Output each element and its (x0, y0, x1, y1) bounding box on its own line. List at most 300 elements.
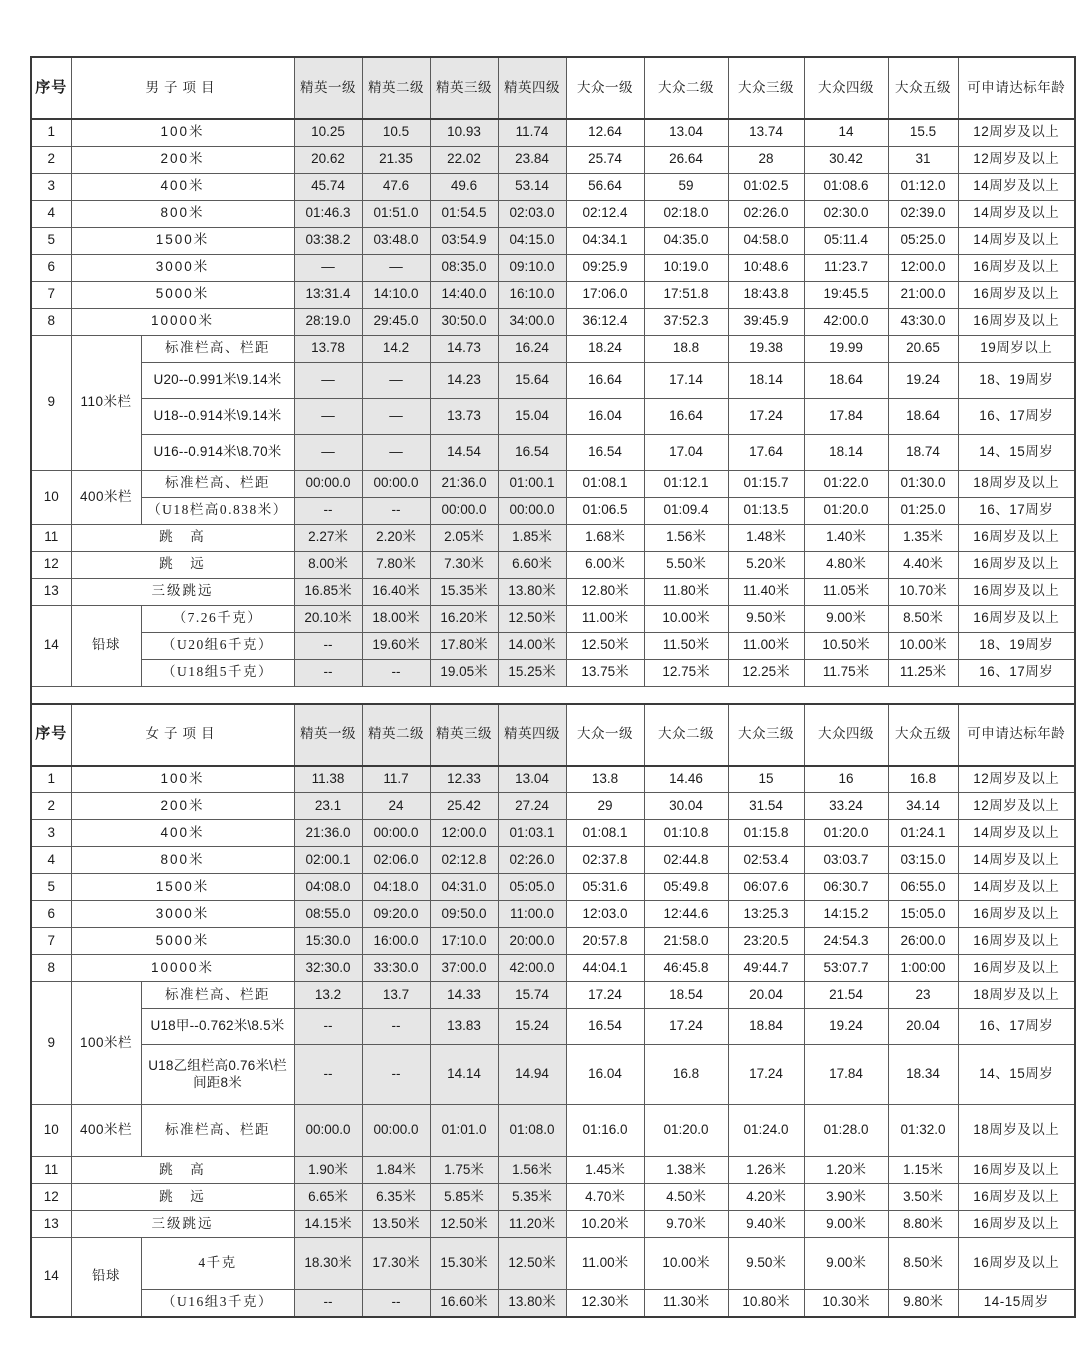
value-cell: 26.64 (644, 146, 728, 173)
age-cell: 14-15周岁 (958, 1290, 1075, 1317)
value-cell: 12:03.0 (566, 901, 644, 928)
value-cell: 15:05.0 (888, 901, 958, 928)
value-cell: 13:25.3 (728, 901, 804, 928)
value-cell: 17.84 (804, 1045, 888, 1105)
value-cell: 01:02.5 (728, 173, 804, 200)
row-number: 11 (31, 1157, 71, 1184)
value-cell: 14.14 (430, 1045, 498, 1105)
value-cell: 19.24 (888, 362, 958, 398)
value-cell: 9.00米 (804, 605, 888, 632)
age-header: 可申请达标年龄 (958, 57, 1075, 119)
value-cell: 3.90米 (804, 1184, 888, 1211)
age-cell: 16周岁及以上 (958, 1238, 1075, 1290)
value-cell: 17:10.0 (430, 928, 498, 955)
value-cell: 17:06.0 (566, 281, 644, 308)
value-cell: 15.25米 (498, 659, 566, 686)
value-cell: 02:53.4 (728, 847, 804, 874)
value-cell: 22.02 (430, 146, 498, 173)
value-cell: 1.26米 (728, 1157, 804, 1184)
row-number: 1 (31, 119, 71, 146)
value-cell: 21:36.0 (430, 470, 498, 497)
value-cell: 01:15.8 (728, 820, 804, 847)
value-cell: 01:08.0 (498, 1105, 566, 1157)
event-group-name: 110米栏 (71, 335, 141, 470)
value-cell: 10.5 (362, 119, 430, 146)
row-number: 12 (31, 551, 71, 578)
level-header: 精英四级 (498, 57, 566, 119)
value-cell: 10.00米 (644, 1238, 728, 1290)
value-cell: 17.14 (644, 362, 728, 398)
event-name: 200米 (71, 793, 294, 820)
value-cell: 01:01.0 (430, 1105, 498, 1157)
value-cell: 09:20.0 (362, 901, 430, 928)
value-cell: 14:15.2 (804, 901, 888, 928)
value-cell: 21:58.0 (644, 928, 728, 955)
table-row (31, 434, 1075, 470)
value-cell: 17.24 (728, 398, 804, 434)
table-row (31, 982, 1075, 1009)
value-cell: 1.48米 (728, 524, 804, 551)
value-cell: 12.30米 (566, 1290, 644, 1317)
level-header: 精英一级 (294, 57, 362, 119)
value-cell: 01:24.0 (728, 1105, 804, 1157)
value-cell: 1.85米 (498, 524, 566, 551)
value-cell: 10.20米 (566, 1211, 644, 1238)
value-cell: 8.50米 (888, 1238, 958, 1290)
event-variant-label: U18--0.914米\9.14米 (141, 398, 294, 434)
value-cell: 01:13.5 (728, 497, 804, 524)
row-number: 1 (31, 766, 71, 793)
value-cell: 11.30米 (644, 1290, 728, 1317)
value-cell: 11.20米 (498, 1211, 566, 1238)
value-cell: 23 (888, 982, 958, 1009)
value-cell: 19.60米 (362, 632, 430, 659)
value-cell: 02:06.0 (362, 847, 430, 874)
table-row (31, 766, 1075, 793)
table-row (31, 632, 1075, 659)
value-cell: 19:45.5 (804, 281, 888, 308)
level-header: 大众五级 (888, 57, 958, 119)
value-cell: 01:12.0 (888, 173, 958, 200)
value-cell: 15 (728, 766, 804, 793)
value-cell: 01:46.3 (294, 200, 362, 227)
table-row (31, 1045, 1075, 1105)
value-cell: 14.54 (430, 434, 498, 470)
value-cell: 01:54.5 (430, 200, 498, 227)
value-cell: 09:25.9 (566, 254, 644, 281)
event-name: 1500米 (71, 874, 294, 901)
age-cell: 16、17周岁 (958, 659, 1075, 686)
value-cell: 9.50米 (728, 605, 804, 632)
row-number: 8 (31, 955, 71, 982)
value-cell: 20.10米 (294, 605, 362, 632)
value-cell: 19.99 (804, 335, 888, 362)
value-cell: -- (294, 1009, 362, 1045)
value-cell: 18.00米 (362, 605, 430, 632)
value-cell: 19.05米 (430, 659, 498, 686)
value-cell: 12.33 (430, 766, 498, 793)
value-cell: 09:10.0 (498, 254, 566, 281)
value-cell: 4.40米 (888, 551, 958, 578)
value-cell: 15.35米 (430, 578, 498, 605)
table-row (31, 578, 1075, 605)
value-cell: 15.74 (498, 982, 566, 1009)
value-cell: 10.70米 (888, 578, 958, 605)
age-cell: 16周岁及以上 (958, 1157, 1075, 1184)
value-cell: — (362, 434, 430, 470)
event-name: 跳 远 (71, 551, 294, 578)
value-cell: 42:00.0 (804, 308, 888, 335)
value-cell: 21:36.0 (294, 820, 362, 847)
row-number: 10 (31, 1105, 71, 1157)
row-number: 2 (31, 146, 71, 173)
value-cell: — (362, 398, 430, 434)
level-header: 大众二级 (644, 704, 728, 766)
row-number: 9 (31, 982, 71, 1105)
value-cell: 05:49.8 (644, 874, 728, 901)
value-cell: 1.90米 (294, 1157, 362, 1184)
value-cell: 12:00.0 (888, 254, 958, 281)
value-cell: 13.8 (566, 766, 644, 793)
value-cell: 5.50米 (644, 551, 728, 578)
age-cell: 14周岁及以上 (958, 874, 1075, 901)
value-cell: 01:08.6 (804, 173, 888, 200)
event-group-name: 400米栏 (71, 470, 141, 524)
event-variant-label: U18乙组栏高0.76米\栏间距8米 (141, 1045, 294, 1105)
value-cell: 14 (804, 119, 888, 146)
event-name: 800米 (71, 200, 294, 227)
value-cell: 08:55.0 (294, 901, 362, 928)
event-group-name: 铅球 (71, 605, 141, 686)
value-cell: 03:54.9 (430, 227, 498, 254)
value-cell: 01:09.4 (644, 497, 728, 524)
value-cell: 13.75米 (566, 659, 644, 686)
age-cell: 18周岁及以上 (958, 470, 1075, 497)
value-cell: -- (294, 1290, 362, 1317)
row-number: 3 (31, 820, 71, 847)
value-cell: 11.25米 (888, 659, 958, 686)
event-variant-label: 4千克 (141, 1238, 294, 1290)
value-cell: 4.50米 (644, 1184, 728, 1211)
row-number: 11 (31, 524, 71, 551)
event-name: 跳 高 (71, 1157, 294, 1184)
value-cell: 16:00.0 (362, 928, 430, 955)
value-cell: 6.00米 (566, 551, 644, 578)
value-cell: 42:00.0 (498, 955, 566, 982)
value-cell: 30.42 (804, 146, 888, 173)
value-cell: 12.50米 (430, 1211, 498, 1238)
value-cell: 17.24 (566, 982, 644, 1009)
value-cell: 12.50米 (566, 632, 644, 659)
value-cell: 47.6 (362, 173, 430, 200)
value-cell: -- (294, 497, 362, 524)
level-header: 精英二级 (362, 704, 430, 766)
age-cell: 16周岁及以上 (958, 254, 1075, 281)
value-cell: 02:26.0 (728, 200, 804, 227)
value-cell: 13:31.4 (294, 281, 362, 308)
value-cell: 03:15.0 (888, 847, 958, 874)
value-cell: 06:55.0 (888, 874, 958, 901)
value-cell: 02:39.0 (888, 200, 958, 227)
value-cell: 11.7 (362, 766, 430, 793)
value-cell: 04:08.0 (294, 874, 362, 901)
level-header: 大众四级 (804, 57, 888, 119)
value-cell: 02:03.0 (498, 200, 566, 227)
event-name: 400米 (71, 173, 294, 200)
value-cell: 16 (804, 766, 888, 793)
value-cell: 06:30.7 (804, 874, 888, 901)
event-variant-label: U20--0.991米\9.14米 (141, 362, 294, 398)
value-cell: 20.65 (888, 335, 958, 362)
value-cell: 15.30米 (430, 1238, 498, 1290)
value-cell: 2.27米 (294, 524, 362, 551)
age-cell: 18、19周岁 (958, 362, 1075, 398)
event-name: 三级跳远 (71, 578, 294, 605)
seq-header: 序号 (31, 57, 71, 119)
value-cell: 24 (362, 793, 430, 820)
value-cell: 17.84 (804, 398, 888, 434)
value-cell: 13.7 (362, 982, 430, 1009)
value-cell: 01:00.1 (498, 470, 566, 497)
value-cell: 16.20米 (430, 605, 498, 632)
value-cell: 18.64 (888, 398, 958, 434)
value-cell: 00:00.0 (362, 470, 430, 497)
value-cell: 53.14 (498, 173, 566, 200)
age-cell: 18、19周岁 (958, 632, 1075, 659)
athletics-grading-table (30, 56, 1076, 1318)
age-cell: 16周岁及以上 (958, 551, 1075, 578)
value-cell: 01:25.0 (888, 497, 958, 524)
value-cell: 10.00米 (888, 632, 958, 659)
value-cell: 16.64 (644, 398, 728, 434)
age-cell: 14、15周岁 (958, 1045, 1075, 1105)
event-group-name: 100米栏 (71, 982, 141, 1105)
value-cell: 17.24 (644, 1009, 728, 1045)
section-gap (31, 686, 1075, 704)
value-cell: 11.74 (498, 119, 566, 146)
age-cell: 16、17周岁 (958, 497, 1075, 524)
value-cell: 18.54 (644, 982, 728, 1009)
value-cell: 13.04 (644, 119, 728, 146)
value-cell: 18.14 (804, 434, 888, 470)
row-number: 4 (31, 200, 71, 227)
value-cell: 05:05.0 (498, 874, 566, 901)
value-cell: 25.42 (430, 793, 498, 820)
value-cell: 10.30米 (804, 1290, 888, 1317)
value-cell: 01:51.0 (362, 200, 430, 227)
value-cell: 14:40.0 (430, 281, 498, 308)
value-cell: 18.74 (888, 434, 958, 470)
value-cell: 10.80米 (728, 1290, 804, 1317)
value-cell: 9.70米 (644, 1211, 728, 1238)
value-cell: 17.04 (644, 434, 728, 470)
value-cell: 01:32.0 (888, 1105, 958, 1157)
value-cell: 10:19.0 (644, 254, 728, 281)
age-cell: 12周岁及以上 (958, 119, 1075, 146)
value-cell: — (362, 362, 430, 398)
value-cell: 10.25 (294, 119, 362, 146)
value-cell: — (294, 398, 362, 434)
event-name: 10000米 (71, 955, 294, 982)
section-title: 男子项目 (71, 57, 294, 119)
value-cell: 01:15.7 (728, 470, 804, 497)
age-cell: 14周岁及以上 (958, 227, 1075, 254)
event-name: 10000米 (71, 308, 294, 335)
value-cell: 1.38米 (644, 1157, 728, 1184)
row-number: 3 (31, 173, 71, 200)
event-name: 1500米 (71, 227, 294, 254)
value-cell: 14.15米 (294, 1211, 362, 1238)
value-cell: 18.84 (728, 1009, 804, 1045)
value-cell: 44:04.1 (566, 955, 644, 982)
value-cell: 11.00米 (566, 605, 644, 632)
value-cell: 14.46 (644, 766, 728, 793)
event-name: 跳 高 (71, 524, 294, 551)
row-number: 13 (31, 1211, 71, 1238)
table-row (31, 173, 1075, 200)
value-cell: 16.85米 (294, 578, 362, 605)
value-cell: 23.1 (294, 793, 362, 820)
age-cell: 16、17周岁 (958, 398, 1075, 434)
value-cell: 04:18.0 (362, 874, 430, 901)
value-cell: 12.75米 (644, 659, 728, 686)
value-cell: 11.40米 (728, 578, 804, 605)
row-number: 5 (31, 874, 71, 901)
value-cell: 2.20米 (362, 524, 430, 551)
value-cell: 10.93 (430, 119, 498, 146)
value-cell: 25.74 (566, 146, 644, 173)
age-header: 可申请达标年龄 (958, 704, 1075, 766)
section-header-row (31, 704, 1075, 766)
value-cell: 20.04 (888, 1009, 958, 1045)
age-cell: 18周岁及以上 (958, 982, 1075, 1009)
value-cell: 10:48.6 (728, 254, 804, 281)
value-cell: 13.83 (430, 1009, 498, 1045)
value-cell: 01:03.1 (498, 820, 566, 847)
value-cell: 4.20米 (728, 1184, 804, 1211)
value-cell: 15.04 (498, 398, 566, 434)
table-row (31, 335, 1075, 362)
event-group-name: 铅球 (71, 1238, 141, 1317)
row-number: 7 (31, 928, 71, 955)
event-name: 三级跳远 (71, 1211, 294, 1238)
value-cell: 34.14 (888, 793, 958, 820)
value-cell: 6.65米 (294, 1184, 362, 1211)
value-cell: 04:34.1 (566, 227, 644, 254)
value-cell: 36:12.4 (566, 308, 644, 335)
event-name: 100米 (71, 766, 294, 793)
table-row (31, 1009, 1075, 1045)
value-cell: 03:03.7 (804, 847, 888, 874)
value-cell: 06:07.6 (728, 874, 804, 901)
value-cell: 02:37.8 (566, 847, 644, 874)
value-cell: 00:00.0 (294, 1105, 362, 1157)
age-cell: 12周岁及以上 (958, 766, 1075, 793)
level-header: 大众三级 (728, 704, 804, 766)
value-cell: 23.84 (498, 146, 566, 173)
value-cell: 4.70米 (566, 1184, 644, 1211)
value-cell: 02:26.0 (498, 847, 566, 874)
value-cell: 37:00.0 (430, 955, 498, 982)
seq-header: 序号 (31, 704, 71, 766)
value-cell: 12:00.0 (430, 820, 498, 847)
value-cell: 33.24 (804, 793, 888, 820)
value-cell: 5.20米 (728, 551, 804, 578)
value-cell: 1.35米 (888, 524, 958, 551)
table-row (31, 1238, 1075, 1290)
level-header: 精英三级 (430, 57, 498, 119)
row-number: 2 (31, 793, 71, 820)
value-cell: 17.80米 (430, 632, 498, 659)
value-cell: 05:11.4 (804, 227, 888, 254)
age-cell: 16周岁及以上 (958, 955, 1075, 982)
table-row (31, 254, 1075, 281)
value-cell: 12.80米 (566, 578, 644, 605)
value-cell: 6.60米 (498, 551, 566, 578)
value-cell: 11.00米 (728, 632, 804, 659)
value-cell: — (294, 434, 362, 470)
value-cell: — (294, 362, 362, 398)
age-cell: 14周岁及以上 (958, 820, 1075, 847)
row-number: 8 (31, 308, 71, 335)
value-cell: 13.80米 (498, 1290, 566, 1317)
value-cell: 14.00米 (498, 632, 566, 659)
age-cell: 16周岁及以上 (958, 524, 1075, 551)
table-row (31, 119, 1075, 146)
value-cell: 02:12.8 (430, 847, 498, 874)
table-row (31, 1105, 1075, 1157)
value-cell: 01:12.1 (644, 470, 728, 497)
value-cell: 01:06.5 (566, 497, 644, 524)
event-variant-label: U16--0.914米\8.70米 (141, 434, 294, 470)
value-cell: 19.38 (728, 335, 804, 362)
table-row (31, 200, 1075, 227)
value-cell: 16.54 (566, 434, 644, 470)
value-cell: 16:10.0 (498, 281, 566, 308)
value-cell: 37:52.3 (644, 308, 728, 335)
value-cell: 1.15米 (888, 1157, 958, 1184)
level-header: 大众三级 (728, 57, 804, 119)
level-header: 精英三级 (430, 704, 498, 766)
value-cell: 11.80米 (644, 578, 728, 605)
value-cell: — (294, 254, 362, 281)
value-cell: 13.2 (294, 982, 362, 1009)
row-number: 6 (31, 254, 71, 281)
value-cell: 18.34 (888, 1045, 958, 1105)
row-number: 10 (31, 470, 71, 524)
table-row (31, 497, 1075, 524)
value-cell: — (362, 254, 430, 281)
value-cell: 11.00米 (566, 1238, 644, 1290)
value-cell: 21.35 (362, 146, 430, 173)
table-row (31, 847, 1075, 874)
value-cell: 02:12.4 (566, 200, 644, 227)
value-cell: 34:00.0 (498, 308, 566, 335)
value-cell: 05:25.0 (888, 227, 958, 254)
level-header: 精英一级 (294, 704, 362, 766)
value-cell: 13.74 (728, 119, 804, 146)
value-cell: 15.64 (498, 362, 566, 398)
table-row (31, 1211, 1075, 1238)
event-name: 3000米 (71, 901, 294, 928)
value-cell: 29 (566, 793, 644, 820)
value-cell: 12.64 (566, 119, 644, 146)
value-cell: 26:00.0 (888, 928, 958, 955)
value-cell: 31.54 (728, 793, 804, 820)
age-cell: 19周岁以上 (958, 335, 1075, 362)
value-cell: 16.04 (566, 398, 644, 434)
age-cell: 16、17周岁 (958, 1009, 1075, 1045)
